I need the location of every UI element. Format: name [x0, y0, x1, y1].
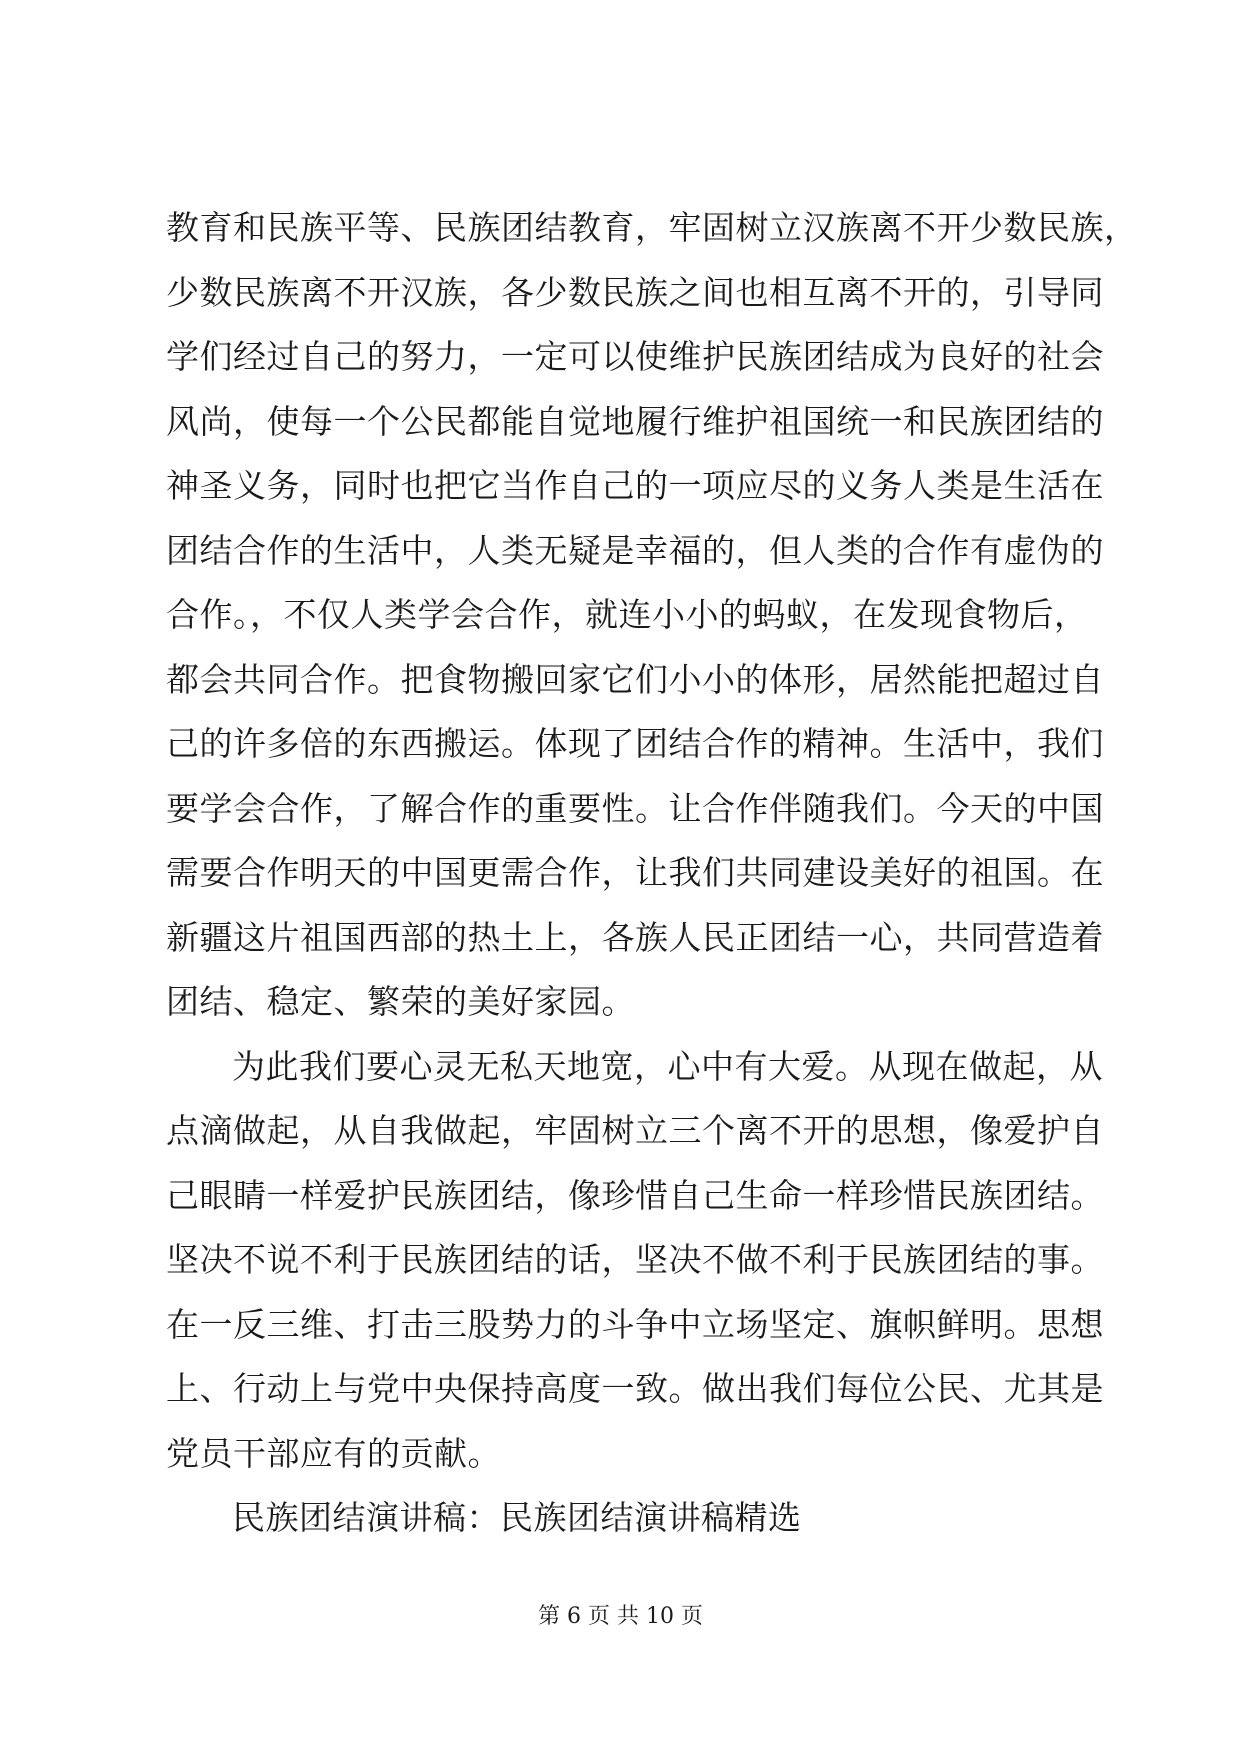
text-line: 合作。，不仅人类学会合作，就连小小的蚂蚁，在发现食物后， — [166, 595, 1088, 634]
text-line: 在一反三维、打击三股势力的斗争中立场坚定、旗帜鲜明。思想 — [166, 1304, 1104, 1344]
text-line: 少数民族离不开汉族，各少数民族之间也相互离不开的，引导同 — [166, 272, 1104, 312]
text-line: 团结、稳定、繁荣的美好家园。 — [166, 982, 635, 1021]
text-line: 都会共同合作。把食物搬回家它们小小的体形，居然能把超过自 — [166, 659, 1104, 699]
text-line: 教育和民族平等、民族团结教育，牢固树立汉族离不开少数民族， — [166, 208, 1138, 247]
text-line: 为此我们要心灵无私天地宽，心中有大爱。从现在做起，从 — [232, 1046, 1103, 1086]
text-line: 己的许多倍的东西搬运。体现了团结合作的精神。生活中，我们 — [166, 724, 1104, 763]
text-line: 己眼睛一样爱护民族团结，像珍惜自己生命一样珍惜民族团结。 — [166, 1175, 1104, 1215]
text-line: 要学会合作，了解合作的重要性。让合作伴随我们。今天的中国 — [166, 788, 1104, 828]
text-line: 学们经过自己的努力，一定可以使维护民族团结成为良好的社会 — [166, 337, 1104, 376]
text-line: 需要合作明天的中国更需合作，让我们共同建设美好的祖国。在 — [166, 853, 1104, 892]
text-line: 党员干部应有的贡献。 — [166, 1433, 501, 1473]
body-text — [166, 196, 1138, 1551]
text-line: 坚决不说不利于民族团结的话，坚决不做不利于民族团结的事。 — [166, 1240, 1104, 1279]
text-line: 新疆这片祖国西部的热土上，各族人民正团结一心，共同营造着 — [166, 917, 1104, 957]
page-footer: 第 6 页 共 10 页 — [538, 1604, 703, 1629]
text-line: 神圣义务，同时也把它当作自己的一项应尽的义务人类是生活在 — [166, 466, 1104, 505]
text-line: 风尚，使每一个公民都能自觉地履行维护祖国统一和民族团结的 — [166, 401, 1104, 441]
text-line: 团结合作的生活中，人类无疑是幸福的，但人类的合作有虚伪的 — [166, 530, 1104, 570]
text-line: 点滴做起，从自我做起，牢固树立三个离不开的思想，像爱护自 — [166, 1111, 1104, 1150]
text-line: 民族团结演讲稿：民族团结演讲稿精选 — [232, 1498, 802, 1537]
text-line: 上、行动上与党中央保持高度一致。做出我们每位公民、尤其是 — [166, 1369, 1104, 1408]
